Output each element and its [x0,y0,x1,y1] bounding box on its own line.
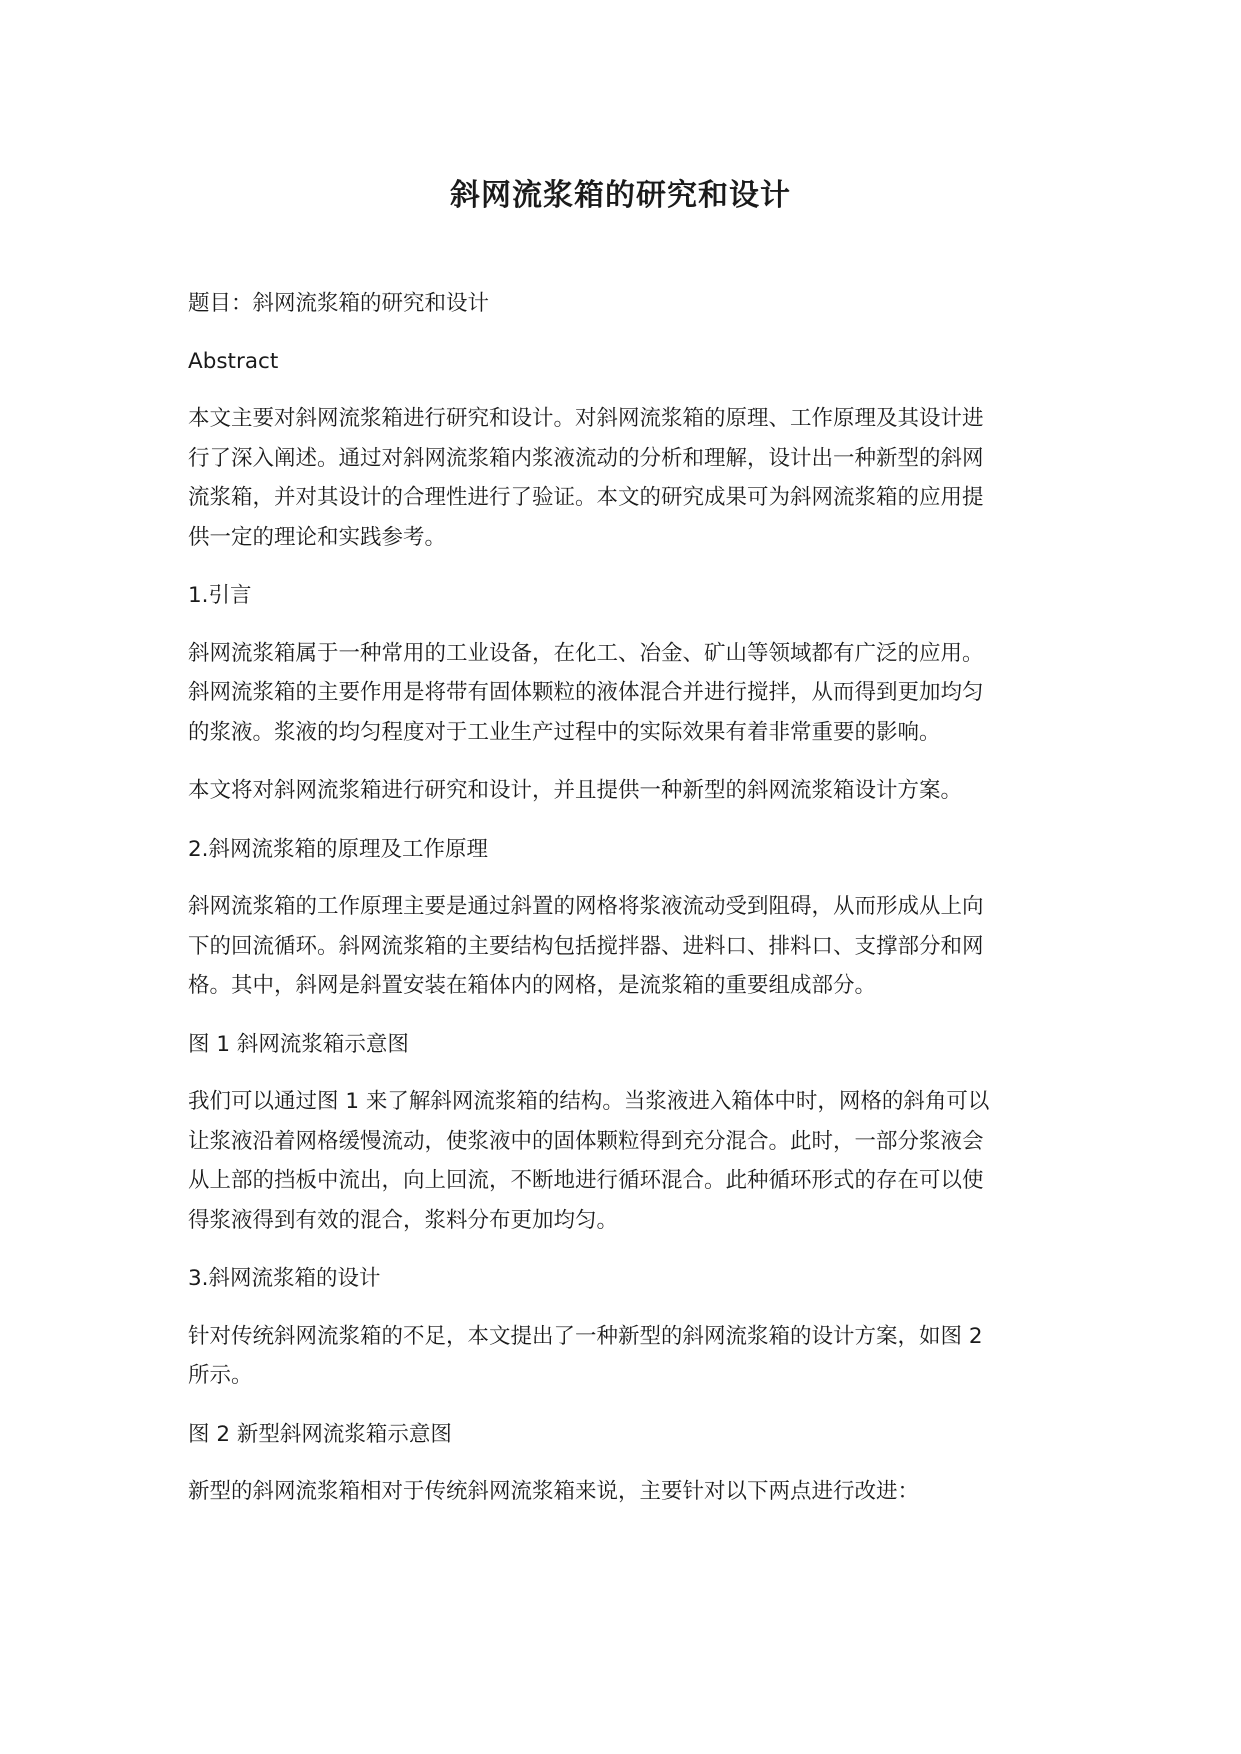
abstract-paragraph [188,399,1058,557]
principle-paragraph-2 [188,1082,1058,1240]
figure-1-caption: 图 1 斜网流浆箱示意图 [188,1031,409,1057]
subject-line: 题目：斜网流浆箱的研究和设计 [188,291,490,316]
abstract-heading: Abstract [188,348,279,374]
section-heading-intro: 1.引言 [188,583,252,608]
text-line: 所示。 [188,1363,253,1388]
text-line: 斜网流浆箱属于一种常用的工业设备，在化工、冶金、矿山等领域都有广泛的应用。 [188,640,984,666]
text-line: 斜网流浆箱的主要作用是将带有固体颗粒的液体混合并进行搅拌，从而得到更加均匀 [188,680,984,705]
text-line: 的浆液。浆液的均匀程度对于工业生产过程中的实际效果有着非常重要的影响。 [188,719,941,745]
design-paragraph-1 [188,1317,1058,1396]
text-line: 我们可以通过图 1 来了解斜网流浆箱的结构。当浆液进入箱体中时，网格的斜角可以 [188,1089,990,1114]
text-line: 斜网流浆箱的工作原理主要是通过斜置的网格将浆液流动受到阻碍，从而形成从上向 [188,894,984,919]
text-line: 格。其中，斜网是斜置安装在箱体内的网格，是流浆箱的重要组成部分。 [188,973,877,998]
text-line: 新型的斜网流浆箱相对于传统斜网流浆箱来说，主要针对以下两点进行改进： [188,1479,920,1504]
text-line: 行了深入阐述。通过对斜网流浆箱内浆液流动的分析和理解，设计出一种新型的斜网 [188,445,984,471]
section-heading-design: 3.斜网流浆箱的设计 [188,1266,381,1291]
principle-paragraph-1 [188,887,1058,1006]
text-line: 下的回流循环。斜网流浆箱的主要结构包括搅拌器、进料口、排料口、支撑部分和网 [188,933,984,959]
text-line: 针对传统斜网流浆箱的不足，本文提出了一种新型的斜网流浆箱的设计方案，如图 2 [188,1323,983,1349]
section-heading-principle: 2.斜网流浆箱的原理及工作原理 [188,836,489,862]
text-line: 从上部的挡板中流出，向上回流，不断地进行循环混合。此种循环形式的存在可以使 [188,1168,984,1193]
text-line: 流浆箱，并对其设计的合理性进行了验证。本文的研究成果可为斜网流浆箱的应用提 [188,485,984,510]
design-paragraph-2 [188,1472,1058,1512]
intro-paragraph-1 [188,634,1058,753]
text-line: 供一定的理论和实践参考。 [188,524,447,550]
intro-paragraph-2 [188,771,1058,811]
text-line: 让浆液沿着网格缓慢流动，使浆液中的固体颗粒得到充分混合。此时，一部分浆液会 [188,1128,984,1154]
text-line: 得浆液得到有效的混合，浆料分布更加均匀。 [188,1207,619,1233]
document-body [188,284,1058,1531]
text-line: 本文将对斜网流浆箱进行研究和设计，并且提供一种新型的斜网流浆箱设计方案。 [188,778,963,803]
figure-2-caption: 图 2 新型斜网流浆箱示意图 [188,1421,452,1447]
document-title: 斜网流浆箱的研究和设计 [450,178,791,213]
text-line: 本文主要对斜网流浆箱进行研究和设计。对斜网流浆箱的原理、工作原理及其设计进 [188,406,984,431]
